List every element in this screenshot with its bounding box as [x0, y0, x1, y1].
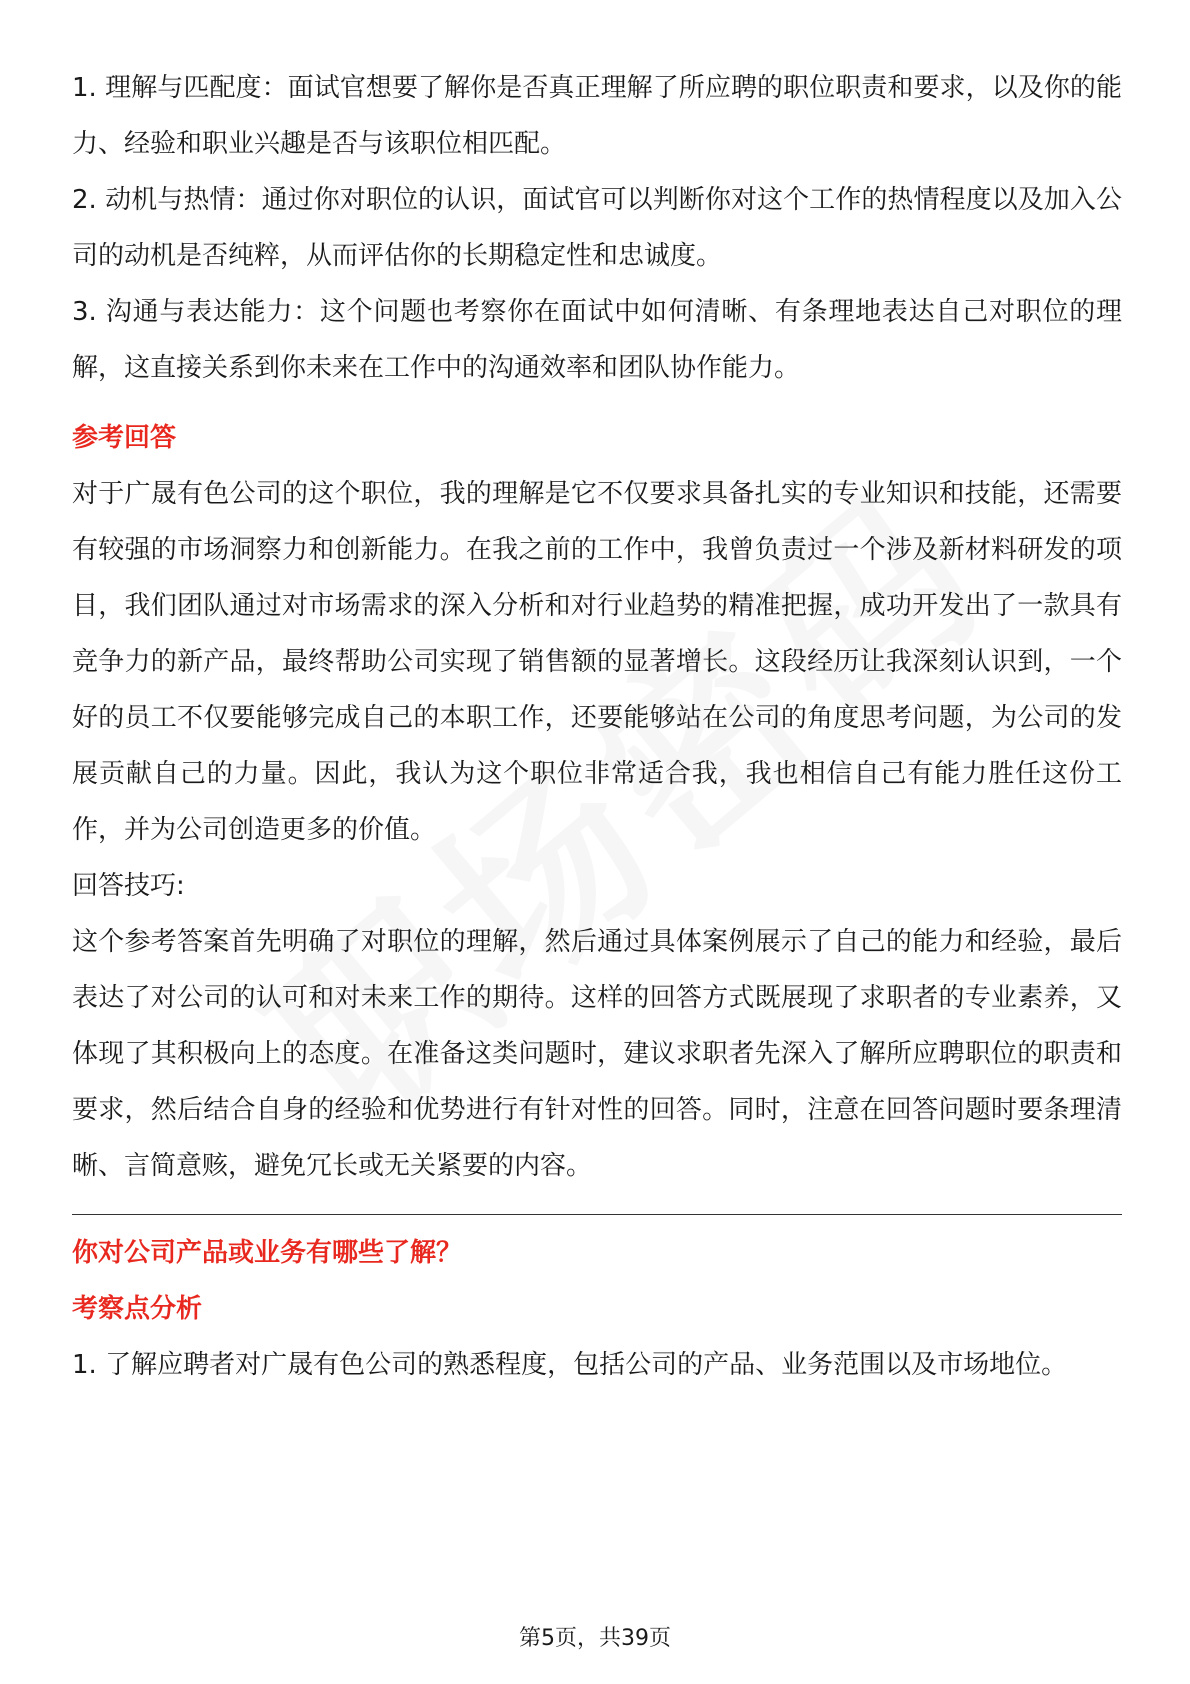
reference-answer-body: 对于广晟有色公司的这个职位，我的理解是它不仅要求具备扎实的专业知识和技能，还需要有较强的市场洞察力和创新能力。在我之前的工作中，我曾负责过一个涉及新材料研发的项目，我们团队通过对市场需求的深入分析和对行业趋势的精准把握，成功开发出了一款具有竞争力的新产品，最终帮助公司实现了销售额的显著增长。这段经历让我深刻认识到，一个好的员工不仅要能够完成自己的本职工作，还要能够站在公司的角度思考问题，为公司的发展贡献自己的力量。因此，我认为这个职位非常适合我，我也相信自己有能力胜任这份工作，并为公司创造更多的价值。: [72, 479, 1122, 845]
document-page: [72, 60, 1122, 1393]
question-title: 你对公司产品或业务有哪些了解？: [72, 1238, 463, 1268]
section-divider: [72, 1214, 1122, 1215]
tips-label: 回答技巧:: [72, 871, 185, 901]
tips-body: 这个参考答案首先明确了对职位的理解，然后通过具体案例展示了自己的能力和经验，最后表达了对公司的认可和对未来工作的期待。这样的回答方式既展现了求职者的专业素养，又体现了其积极向上的态度。在准备这类问题时，建议求职者先深入了解所应聘职位的职责和要求，然后结合自身的经验和优势进行有针对性的回答。同时，注意在回答问题时要条理清晰、言简意赅，避免冗长或无关紧要的内容。: [72, 927, 1122, 1181]
reference-answer-heading: 参考回答: [72, 423, 177, 453]
analysis-heading: 考察点分析: [72, 1294, 203, 1324]
list-item: 2. 动机与热情：通过你对职位的认识，面试官可以判断你对这个工作的热情程度以及加入公司的动机是否纯粹，从而评估你的长期稳定性和忠诚度。: [72, 185, 1122, 271]
list-item: 1. 理解与匹配度：面试官想要了解你是否真正理解了所应聘的职位职责和要求，以及你的能力、经验和职业兴趣是否与该职位相匹配。: [72, 73, 1122, 159]
list-item: 1. 了解应聘者对广晟有色公司的熟悉程度，包括公司的产品、业务范围以及市场地位。: [72, 1350, 1068, 1380]
list-item: 3. 沟通与表达能力：这个问题也考察你在面试中如何清晰、有条理地表达自己对职位的理解，这直接关系到你未来在工作中的沟通效率和团队协作能力。: [72, 297, 1122, 383]
analysis-list: [72, 60, 1122, 396]
page-number: 第5页，共39页: [519, 1626, 671, 1651]
